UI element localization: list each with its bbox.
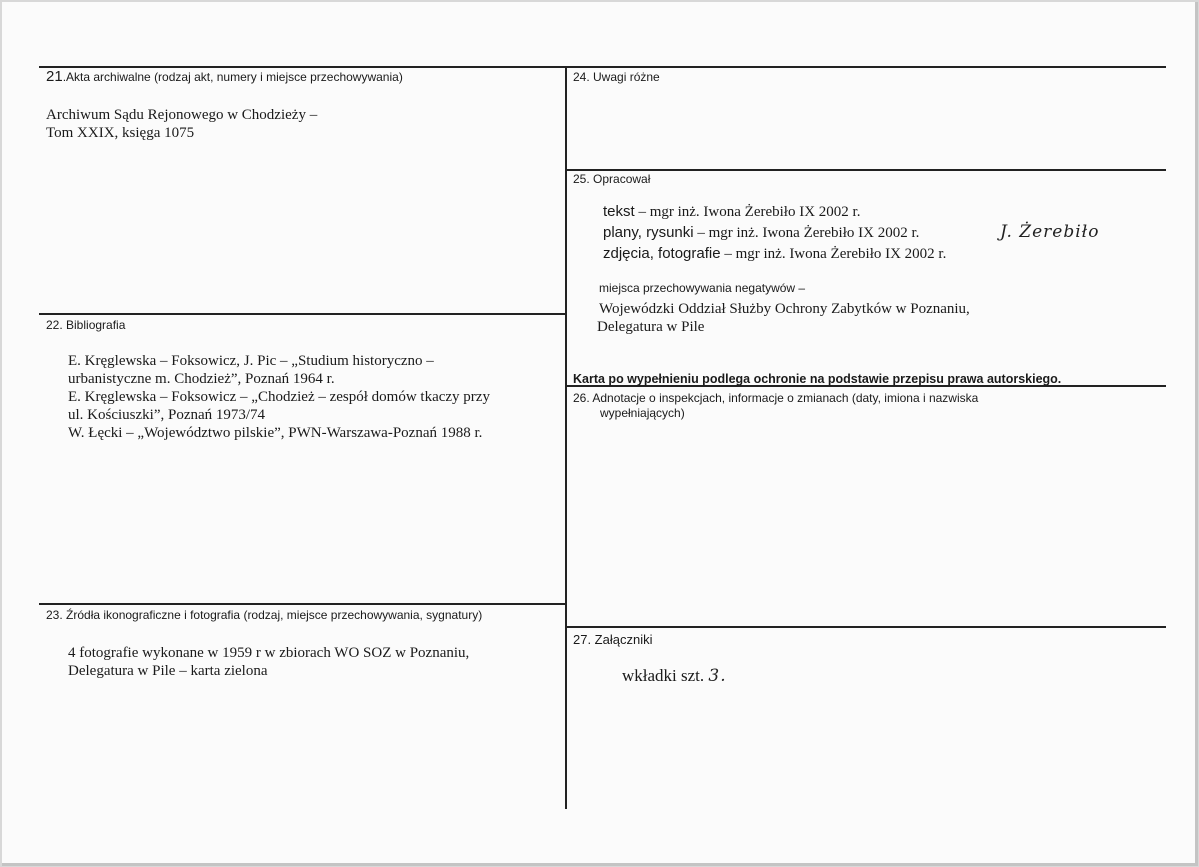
author-row-value: – mgr inż. Iwona Żerebiło IX 2002 r.: [693, 225, 920, 241]
attachments-text: wkładki szt.: [622, 666, 709, 685]
section-21-label: .Akta archiwalne (rodzaj akt, numery i miejsce przechowywania): [62, 70, 403, 84]
section-26-label-line2: wypełniających): [600, 406, 685, 420]
section-21-header: [46, 68, 403, 86]
author-row-value: – mgr inż. Iwona Żerebiło IX 2002 r.: [634, 204, 861, 220]
section-21-body: [46, 106, 317, 142]
center-divider: [565, 66, 567, 809]
section-21-number: 21: [46, 68, 63, 85]
rule-27: [565, 626, 1166, 628]
author-row-value: – mgr inż. Iwona Żerebiło IX 2002 r.: [720, 246, 947, 262]
bibliography-line: W. Łęcki – „Województwo pilskie”, PWN-Warszawa-Poznań 1988 r.: [68, 425, 483, 441]
attachments-line: [622, 666, 727, 686]
section-26-label-line1: 26. Adnotacje o inspekcjach, informacje o zmianach (daty, imiona i nazwiska: [573, 391, 979, 405]
handwritten-signature: J. Żerebiło: [1000, 222, 1100, 242]
attachments-handwritten-count: 3.: [708, 666, 727, 686]
bibliography-line: E. Kręglewska – Foksowicz, J. Pic – „Studium historyczno –: [68, 353, 434, 369]
author-row-prefix: zdjęcia, fotografie: [603, 245, 721, 262]
rule-23: [39, 603, 566, 605]
author-row-prefix: tekst: [603, 203, 635, 220]
section-22-body: [68, 352, 490, 442]
sources-line: 4 fotografie wykonane w 1959 r w zbiorach WO SOZ w Poznaniu,: [68, 645, 470, 661]
negatives-line: Wojewódzki Oddział Służby Ochrony Zabytków w Poznaniu,: [599, 301, 970, 317]
section-23-label: 23. Źródła ikonograficzne i fotografia (rodzaj, miejsce przechowywania, sygnatury): [46, 608, 483, 622]
bibliography-line: E. Kręglewska – Foksowicz – „Chodzież – zespół domów tkaczy przy: [68, 389, 490, 405]
rule-25: [565, 169, 1166, 171]
negatives-label: miejsca przechowywania negatywów –: [599, 281, 806, 295]
negatives-line: Delegatura w Pile: [597, 319, 705, 335]
section-22-label: 22. Bibliografia: [46, 318, 126, 332]
section-27-label: 27. Załączniki: [573, 632, 653, 647]
author-row-text: [603, 203, 860, 221]
rule-22: [39, 313, 566, 315]
section-26-label: [573, 391, 978, 421]
author-row-prefix: plany, rysunki: [603, 224, 694, 241]
section-24-label: 24. Uwagi różne: [573, 70, 660, 84]
section-23-body: [68, 644, 469, 680]
negatives-body: [599, 300, 970, 336]
bibliography-line: urbanistyczne m. Chodzież”, Poznań 1964 r.: [68, 371, 335, 387]
author-row-plans: [603, 224, 919, 242]
section-25-label: 25. Opracował: [573, 172, 651, 186]
sources-line: Delegatura w Pile – karta zielona: [68, 663, 268, 679]
author-row-photos: [603, 245, 946, 263]
section-21-line: Tom XXIX, księga 1075: [46, 125, 195, 141]
bibliography-line: ul. Kościuszki”, Poznań 1973/74: [68, 407, 266, 423]
inventory-card: [2, 2, 1198, 866]
copyright-notice: Karta po wypełnieniu podlega ochronie na podstawie przepisu prawa autorskiego.: [573, 372, 1062, 386]
section-21-line: Archiwum Sądu Rejonowego w Chodzieży –: [46, 107, 318, 123]
